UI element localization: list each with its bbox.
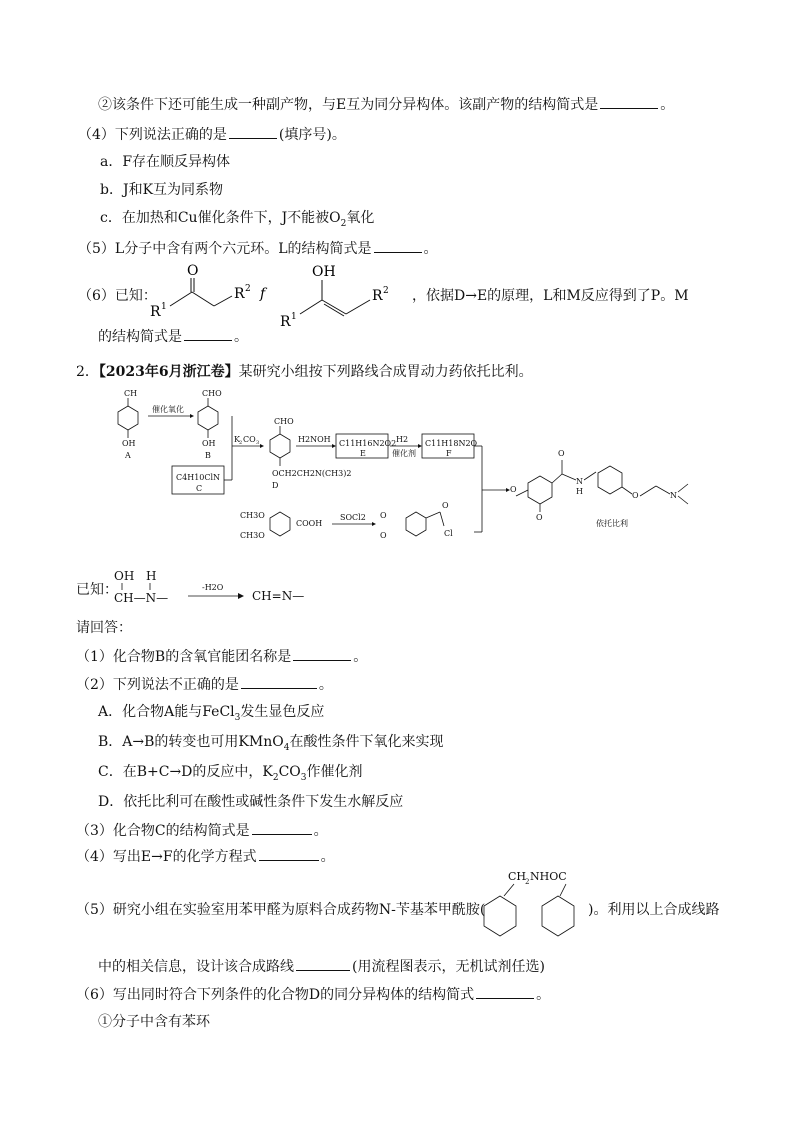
compound-label-c: C bbox=[196, 484, 203, 493]
compound-label-a: A bbox=[125, 451, 131, 460]
sub: 2 bbox=[525, 878, 530, 886]
q2-part5-c bbox=[98, 956, 545, 977]
hydrogen-label: H bbox=[576, 487, 583, 496]
text: 已知： bbox=[76, 582, 118, 598]
compound-d bbox=[270, 417, 351, 490]
question-source: 【2023年6月浙江卷】 bbox=[98, 364, 239, 380]
reagent-k2co3-b: CO bbox=[243, 435, 256, 444]
text: ①分子中含有苯环 bbox=[98, 1014, 210, 1030]
oxygen-label: O bbox=[187, 263, 199, 279]
line-q1-sub2 bbox=[98, 94, 674, 115]
answer-blank[interactable] bbox=[374, 238, 422, 253]
text: ②该条件下还可能生成一种副产物，与E互为同分异构体。该副产物的结构简式是 bbox=[98, 97, 599, 113]
reactant-group: CH—N— bbox=[114, 591, 169, 605]
text: D．依托比利可在酸性或碱性条件下发生水解反应 bbox=[98, 794, 404, 810]
ask-label bbox=[76, 618, 132, 638]
condition-1 bbox=[98, 1012, 210, 1032]
r2-label: R bbox=[372, 288, 383, 304]
text: A．化合物A能与FeCl bbox=[98, 704, 235, 720]
text: 发生显色反应 bbox=[240, 704, 325, 720]
text: （6）写出同时符合下列条件的化合物D的同分异构体的结构简式 bbox=[76, 987, 475, 1003]
text: 。 bbox=[320, 849, 335, 865]
oxygen-label: O bbox=[510, 485, 517, 494]
oxygen-label: O bbox=[442, 501, 449, 510]
r2-sub: 2 bbox=[383, 286, 389, 296]
text: （1）化合物B的含氧官能团名称是 bbox=[76, 649, 292, 665]
text: （3）化合物C的结构简式是 bbox=[76, 823, 250, 839]
text: ，依据D→E的原理，L和M反应得到了P。M bbox=[412, 288, 689, 304]
text: 。 bbox=[353, 649, 368, 665]
text: （4）下列说法正确的是 bbox=[78, 127, 227, 143]
n-benzylbenzamide-structure bbox=[478, 866, 588, 948]
reagent-catalyst: 催化剂 bbox=[392, 449, 416, 458]
methyl-label: CH bbox=[124, 389, 138, 398]
r2-sub: 2 bbox=[245, 284, 251, 294]
r2-label: R bbox=[234, 286, 245, 302]
line-q1-part6-answer bbox=[98, 326, 248, 347]
itopride-product bbox=[510, 449, 688, 528]
hydroxyl-label: OH bbox=[114, 569, 135, 583]
line-q1-part5 bbox=[78, 238, 438, 259]
methylene-label: CH bbox=[508, 870, 527, 883]
text: 。 bbox=[234, 329, 248, 345]
text: 作催化剂 bbox=[306, 764, 363, 780]
answer-blank[interactable] bbox=[259, 846, 319, 861]
text: （5）研究小组在实验室用苯甲醛为原料合成药物N-苄基苯甲酰胺( bbox=[76, 902, 486, 918]
carboxyl-label: COOH bbox=[296, 519, 323, 528]
answer-blank[interactable] bbox=[296, 956, 350, 971]
product-name: 依托比利 bbox=[596, 519, 628, 528]
text: （5）L分子中含有两个六元环。L的结构简式是 bbox=[78, 241, 372, 257]
text: （6）已知： bbox=[78, 288, 157, 304]
question-text: 某研究小组按下列路线合成胃动力药依托比利。 bbox=[238, 364, 533, 380]
answer-blank[interactable] bbox=[600, 94, 658, 109]
oxygen-label: O bbox=[380, 511, 387, 520]
acyl-chloride bbox=[380, 501, 453, 540]
answer-blank[interactable] bbox=[184, 326, 232, 341]
hydroxyl-label: OH bbox=[202, 439, 216, 448]
sub: 3 bbox=[256, 440, 260, 446]
hydroxyl-label: OH bbox=[122, 439, 136, 448]
reagent-thionyl-chloride: SOCl2 bbox=[340, 513, 366, 522]
q2-part2 bbox=[76, 674, 333, 695]
dimethoxybenzoic-acid bbox=[240, 511, 322, 540]
q2-part3 bbox=[76, 820, 328, 841]
text: 。 bbox=[318, 677, 333, 693]
q2-part6 bbox=[76, 984, 550, 1005]
answer-blank[interactable] bbox=[476, 984, 534, 999]
answer-blank[interactable] bbox=[241, 674, 317, 689]
equilibrium-symbol: f bbox=[260, 286, 266, 302]
text: (填序号)。 bbox=[278, 127, 346, 143]
product-group: CH=N— bbox=[252, 589, 305, 603]
text: B．A→B的转变也可用KMnO bbox=[98, 734, 284, 750]
oxygen-label: O bbox=[536, 513, 543, 522]
hydroxyl-label: OH bbox=[312, 264, 336, 280]
answer-blank[interactable] bbox=[252, 820, 312, 835]
answer-blank[interactable] bbox=[293, 646, 351, 661]
text: 中的相关信息，设计该合成路线 bbox=[98, 959, 294, 975]
reagent-oxidation: 催化氧化 bbox=[152, 405, 184, 414]
oxygen-label: O bbox=[632, 491, 639, 500]
reagent-dehydration: -H2O bbox=[202, 583, 224, 592]
text: （4）写出E→F的化学方程式 bbox=[76, 849, 257, 865]
compound-e-formula: C11H16N2O2 bbox=[339, 439, 397, 448]
synthesis-scheme bbox=[110, 386, 750, 566]
subscript: 2 bbox=[340, 218, 347, 229]
compound-a bbox=[118, 389, 138, 460]
text: C．在B+C→D的反应中，K bbox=[98, 764, 273, 780]
oxygen-label: O bbox=[558, 449, 565, 458]
compound-c-formula: C4H10ClN bbox=[176, 473, 221, 482]
subscript: 3 bbox=[300, 772, 307, 783]
compound-label-d: D bbox=[272, 481, 279, 490]
q2-part5-a bbox=[76, 900, 485, 920]
line-q1-part6-text bbox=[412, 286, 689, 306]
amide-linker-label: NHOC bbox=[530, 870, 567, 883]
q2-part1 bbox=[76, 646, 367, 667]
text: 氧化 bbox=[346, 210, 375, 226]
aldehyde-label: CHO bbox=[274, 417, 294, 426]
reagent-k2co3: K bbox=[234, 435, 240, 444]
option-a bbox=[100, 152, 230, 172]
compound-label-b: B bbox=[205, 451, 211, 460]
r1-label: R bbox=[280, 314, 291, 330]
q2-option-b bbox=[98, 732, 443, 758]
question-number: 2． bbox=[76, 364, 99, 380]
subscript: 3 bbox=[234, 712, 241, 723]
q2-part5-b bbox=[588, 900, 719, 920]
hydrogen-label: H bbox=[146, 569, 157, 583]
text: 。 bbox=[660, 97, 675, 113]
question-2-header bbox=[76, 362, 533, 382]
subscript: 4 bbox=[283, 742, 290, 753]
chlorine-label: Cl bbox=[444, 529, 453, 538]
compound-f-formula: C11H18N2O bbox=[425, 439, 478, 448]
text: 的结构简式是 bbox=[98, 329, 182, 345]
option-b bbox=[100, 180, 223, 200]
line-q1-part4 bbox=[78, 124, 346, 145]
methoxy-label: CH3O bbox=[240, 511, 265, 520]
r1-label: R bbox=[150, 304, 161, 320]
enol-structure bbox=[280, 264, 389, 330]
text: b．J和K互为同系物 bbox=[100, 182, 224, 198]
text: 请回答： bbox=[76, 620, 132, 636]
q2-option-c bbox=[98, 762, 363, 788]
answer-blank[interactable] bbox=[229, 124, 277, 139]
ketone-structure bbox=[150, 263, 268, 320]
text: a．F存在顺反异构体 bbox=[100, 154, 231, 170]
compound-b bbox=[198, 389, 222, 460]
nitrogen-label: N bbox=[670, 491, 677, 500]
aldehyde-label: CHO bbox=[202, 389, 222, 398]
text: 。 bbox=[423, 241, 438, 257]
text: (用流程图表示，无机试剂任选) bbox=[352, 959, 545, 975]
q2-option-d bbox=[98, 792, 403, 812]
text: 。 bbox=[313, 823, 328, 839]
nitrogen-label: N bbox=[576, 477, 583, 486]
text: 在酸性条件下氧化来实现 bbox=[289, 734, 444, 750]
subscript: 2 bbox=[272, 772, 279, 783]
text: 。 bbox=[536, 987, 551, 1003]
text: （2）下列说法不正确的是 bbox=[76, 677, 239, 693]
q2-part4 bbox=[76, 846, 335, 867]
methoxy-label: CH3O bbox=[240, 531, 265, 540]
sub: 2 bbox=[239, 440, 243, 446]
text: c．在加热和Cu催化条件下，J不能被O bbox=[100, 210, 341, 226]
option-c bbox=[100, 208, 374, 234]
side-chain-label: OCH2CH2N(CH3)2 bbox=[272, 469, 352, 478]
reagent-hydroxylamine: H2NOH bbox=[298, 435, 331, 444]
r1-sub: 1 bbox=[291, 312, 297, 322]
q2-option-a bbox=[98, 702, 324, 728]
oxygen-label: O bbox=[380, 531, 387, 540]
compound-label-e: E bbox=[360, 449, 366, 458]
reagent-hydrogen: H2 bbox=[396, 435, 409, 444]
compound-label-f: F bbox=[446, 449, 452, 458]
text: CO bbox=[278, 764, 301, 780]
known-condensation-reaction bbox=[112, 566, 312, 606]
known-tautomer-structures bbox=[140, 258, 420, 330]
r1-sub: 1 bbox=[161, 302, 167, 312]
text: )。利用以上合成线路 bbox=[588, 902, 720, 918]
